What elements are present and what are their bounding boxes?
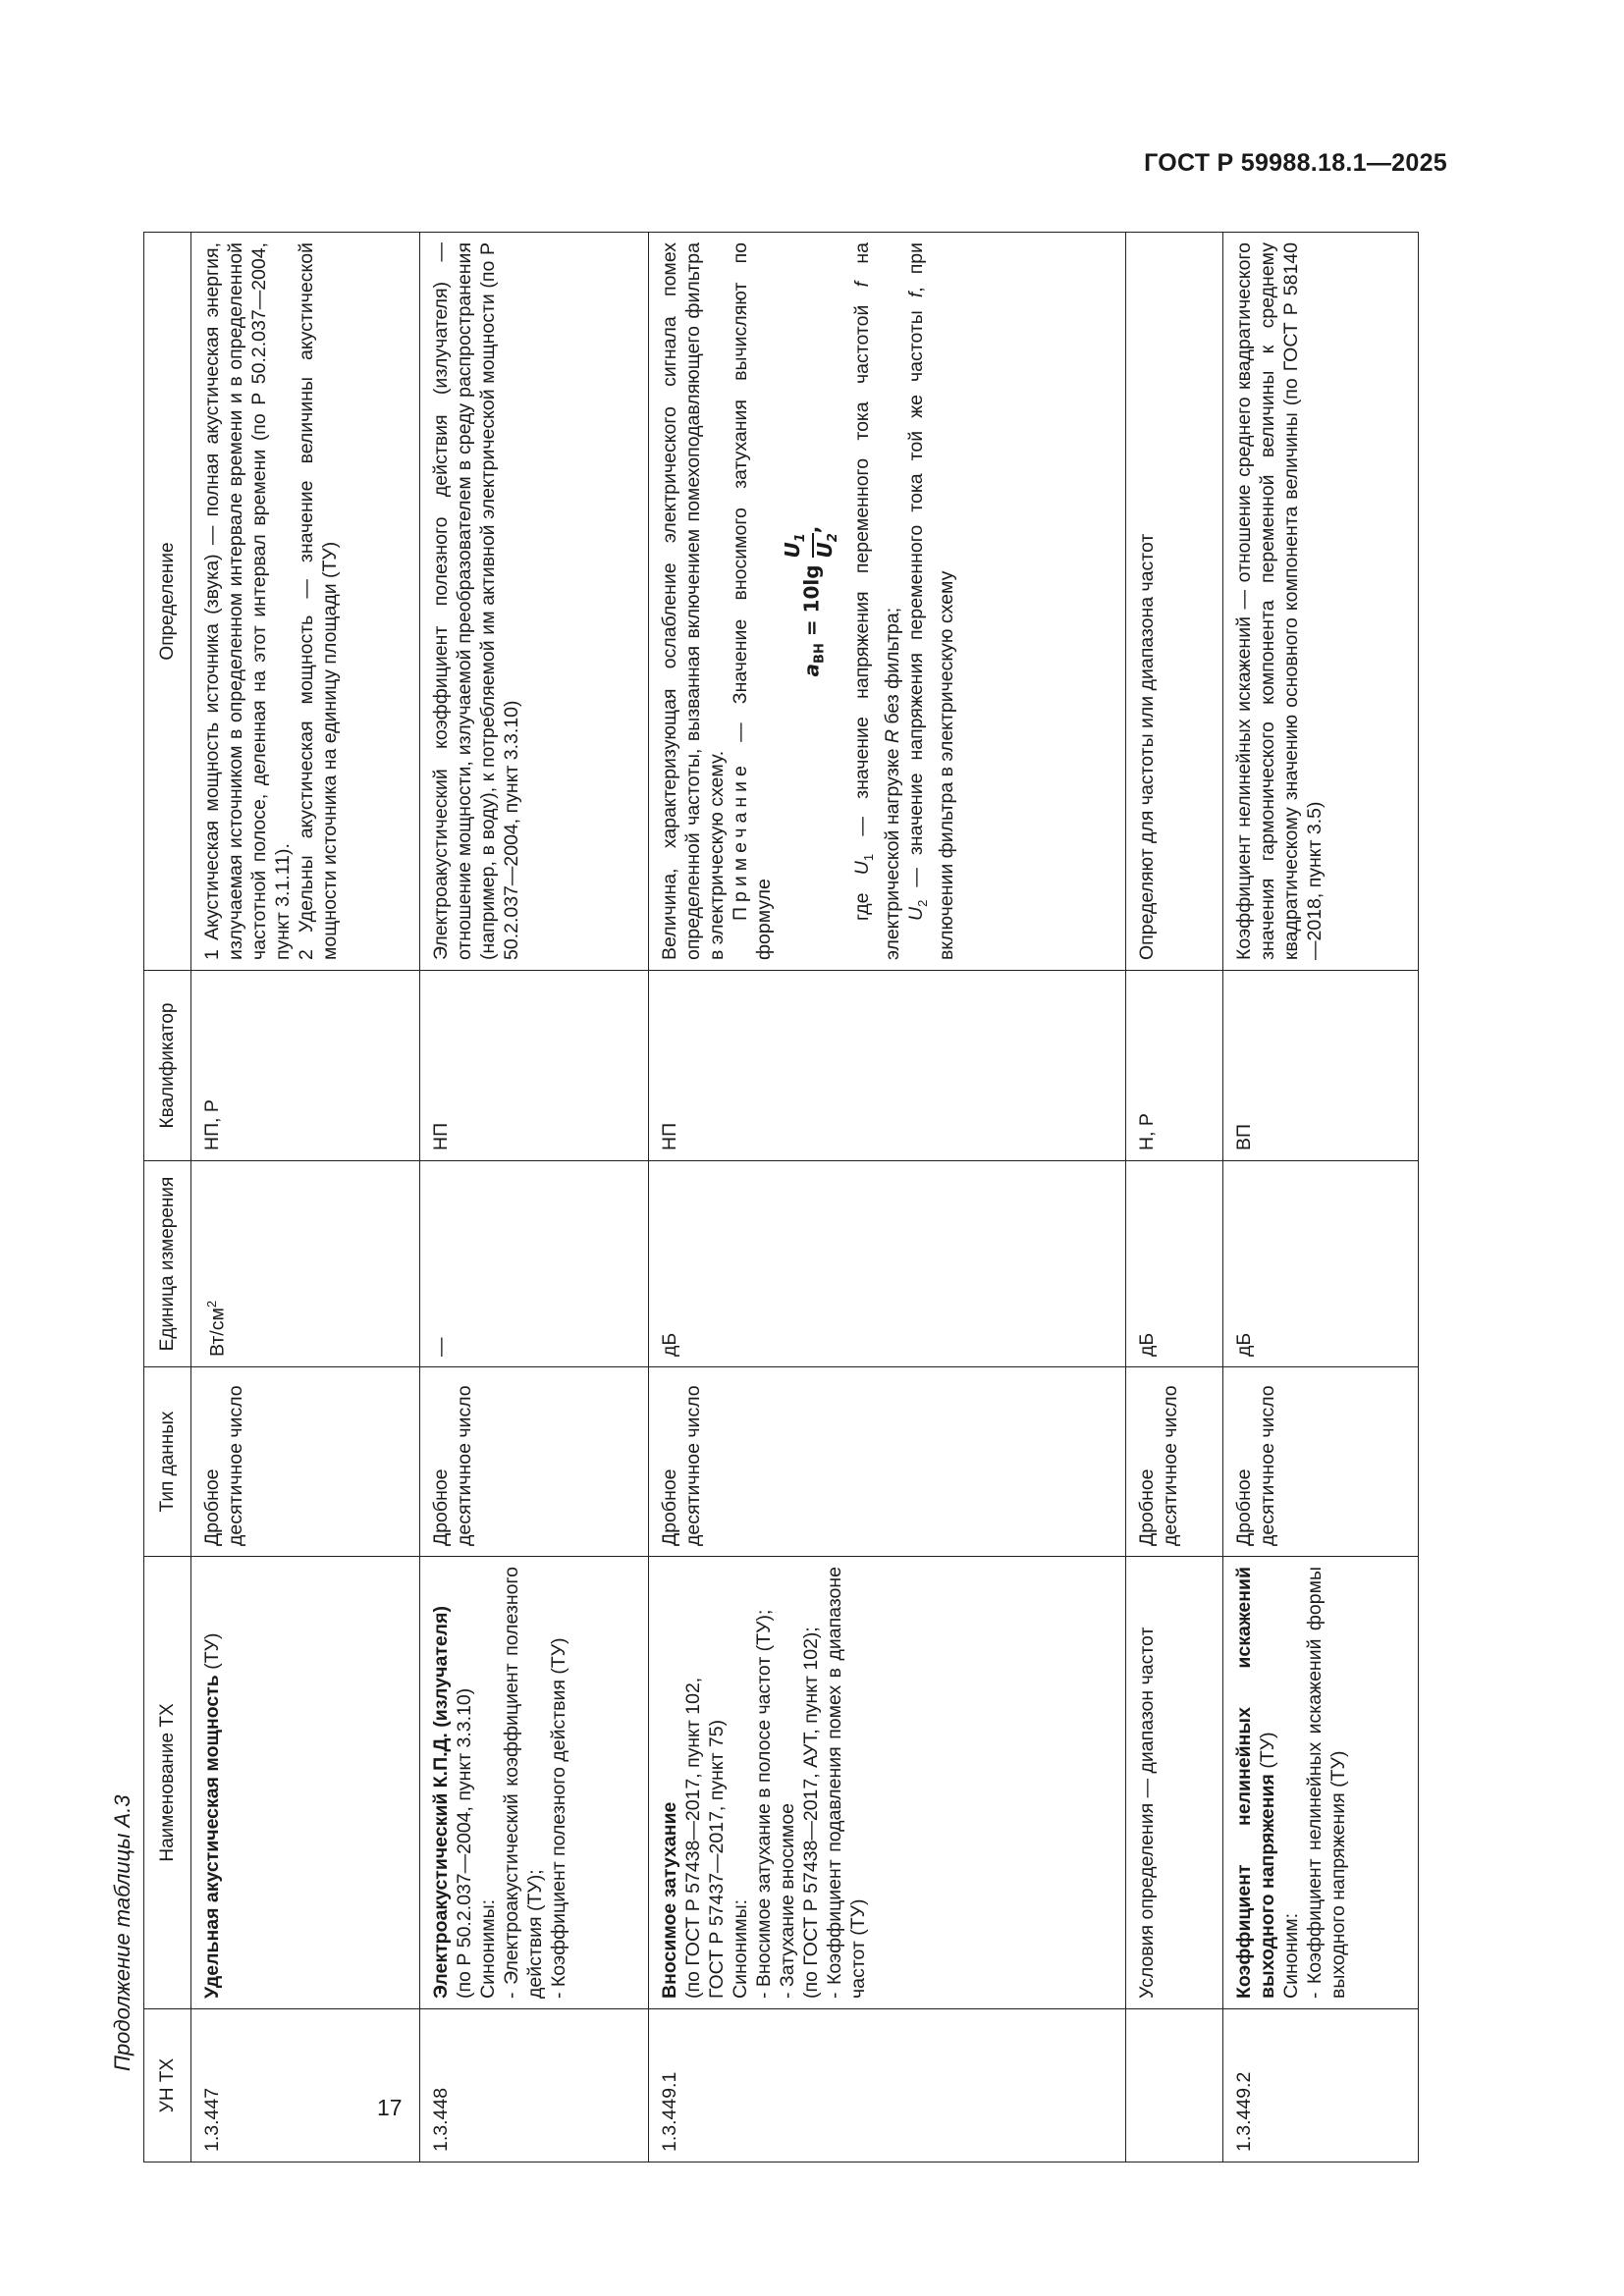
where-text: без фильтра;: [881, 607, 903, 730]
term-name: Коэффициент нелинейных искажений выходного напряжения: [1233, 1567, 1278, 1999]
cell-type: Дробное десятичное число: [420, 1367, 649, 1557]
column-header-unit: Единица измерения: [144, 1161, 191, 1367]
column-header-definition: Определение: [144, 233, 191, 971]
note-text: — Значение вносимого затухания вычисляют по формуле: [730, 242, 775, 960]
table-row: [191, 233, 420, 2163]
denominator-subscript: 2: [826, 533, 840, 543]
cell-definition: Коэффициент нелинейных искажений — отношение среднего квадратического значения гармонического компонента переменной величины к среднему квадратическому значению основного компонента величины (по ГОСТ Р 58140—2018, пункт 3.5): [1223, 233, 1419, 971]
synonym-item: - Электроакустический коэффициент полезного действия (ТУ);: [501, 1567, 546, 1999]
where-prefix: где: [851, 875, 873, 921]
cell-id: 1.3.447: [191, 2009, 420, 2163]
cell-unit: —: [420, 1161, 649, 1367]
synonym-item: - Коэффициент нелинейных искажений формы выходного напряжения (ТУ): [1304, 1567, 1349, 1999]
cell-qualifier: НП: [649, 971, 1126, 1161]
cell-unit: дБ: [1126, 1161, 1223, 1367]
term-reference: ГОСТ Р 57437—2017, пункт 75): [706, 1719, 728, 1999]
synonym-item: - Затухание вносимое: [777, 1802, 798, 1999]
cell-definition: [191, 233, 420, 971]
unit-exponent: 2: [204, 1300, 219, 1308]
formula-where-u1: [850, 242, 904, 960]
characteristics-table: [143, 232, 1419, 2163]
cell-unit: дБ: [1223, 1161, 1419, 1367]
cell-name: Условия определения — диапазон частот: [1126, 1557, 1223, 2009]
cell-definition: [649, 233, 1126, 971]
where-text: — значение напряжения переменного тока частотой: [851, 287, 873, 854]
cell-name: [649, 1557, 1126, 2009]
variable-subscript: 2: [914, 899, 930, 907]
table-row: [649, 233, 1126, 2163]
cell-definition: Электроакустический коэффициент полезного действия (излучателя) — отношение мощности, излучаемой преобразователем в среду распространения (например, в воду), к потребляемой им активной электрической мощности (по Р 50.2.037—2004, пункт 3.3.10): [420, 233, 649, 971]
synonym-item: - Коэффициент подавления помех в диапазоне частот (ТУ): [824, 1567, 869, 1999]
term-reference: (по ГОСТ Р 57438—2017, пункт 102,: [682, 1677, 704, 1999]
cell-id: 1.3.449.2: [1223, 2009, 1419, 2163]
variable-f: f: [851, 281, 873, 288]
cell-name: [191, 1557, 420, 2009]
cell-qualifier: НП, Р: [191, 971, 420, 1161]
formula-fraction: [782, 533, 844, 558]
column-header-name: Наименование ТХ: [144, 1557, 191, 2009]
term-name: Вносимое затухание: [659, 1801, 680, 1999]
cell-id: [1126, 2009, 1223, 2163]
variable-subscript: 1: [860, 853, 876, 862]
cell-qualifier: Н, Р: [1126, 971, 1223, 1161]
formula-numerator: [782, 533, 814, 558]
page-number: 17: [377, 2095, 403, 2120]
definition-part-2: 2 Удельны акустическая мощность — значение величины акустической мощности источника на единицу площади (ТУ): [296, 242, 341, 960]
where-text: , при включении фильтра в электрическую схему: [904, 242, 957, 960]
numerator-symbol: U: [781, 542, 804, 559]
table-row: [420, 233, 649, 2163]
denominator-symbol: U: [813, 542, 837, 559]
cell-unit: [191, 1161, 420, 1367]
numerator-subscript: 1: [793, 533, 808, 543]
cell-id: 1.3.448: [420, 2009, 649, 2163]
formula-equals: = 10lg: [799, 558, 824, 644]
cell-type: Дробное десятичное число: [1223, 1367, 1419, 1557]
insertion-loss-formula: [782, 242, 844, 960]
cell-type: Дробное десятичное число: [649, 1367, 1126, 1557]
column-header-type: Тип данных: [144, 1367, 191, 1557]
variable-u: U: [851, 861, 873, 876]
term-name-line: [1232, 1567, 1279, 1999]
formula-where-u2: [904, 242, 958, 960]
table-continuation-caption: Продолжение таблицы А.3: [110, 1794, 135, 2071]
variable-u: U: [904, 906, 927, 921]
term-source: (ТУ): [201, 1632, 223, 1676]
term-name: Удельная акустическая мощность: [201, 1675, 223, 1999]
definition-part-1: 1 Акустическая мощность источника (звука) — полная акустическая энергия, излучаемая источником в определенном интервале времени и в определенной частотной полосе, деленная на этот интервал времени (по Р 50.2.037—2004, пункт 3.1.11).: [201, 242, 294, 960]
synonyms-label: Синоним:: [1280, 1912, 1302, 1999]
variable-f: f: [904, 292, 927, 298]
table-row: [1223, 233, 1419, 2163]
synonyms-label: Синонимы:: [477, 1898, 499, 1999]
cell-qualifier: ВП: [1223, 971, 1419, 1161]
cell-type: Дробное десятичное число: [1126, 1367, 1223, 1557]
where-text: — значение напряжения переменного тока той же частоты: [904, 297, 927, 900]
formula-denominator: [814, 533, 844, 558]
term-reference: (по Р 50.2.037—2004, пункт 3.3.10): [454, 1687, 475, 1999]
cell-id: 1.3.449.1: [649, 2009, 1126, 2163]
table-header-row: [144, 233, 191, 2163]
formula-symbol: a: [799, 663, 824, 677]
unit-text: Вт/см: [206, 1308, 229, 1357]
synonyms-label: Синонимы:: [730, 1898, 751, 1999]
term-name: Электроакустический К.П.Д. (излучателя): [430, 1606, 452, 1999]
column-header-id: УН ТХ: [144, 2009, 191, 2163]
note: [729, 242, 776, 960]
cell-unit: дБ: [649, 1161, 1126, 1367]
cell-name: [1223, 1557, 1419, 2009]
rotated-table-frame: [143, 233, 1418, 2163]
cell-type: Дробное десятичное число: [191, 1367, 420, 1557]
synonym-item: - Вносимое затухание в полосе частот (ТУ);: [753, 1609, 775, 1999]
variable-r: R: [881, 729, 903, 744]
table-row: [1126, 233, 1223, 2163]
synonym-reference: (по ГОСТ Р 57438—2017, АУТ, пункт 102);: [800, 1627, 822, 1999]
cell-definition: Определяют для частоты или диапазона частот: [1126, 233, 1223, 971]
cell-name: [420, 1557, 649, 2009]
column-header-qualifier: Квалификатор: [144, 971, 191, 1161]
cell-qualifier: НП: [420, 971, 649, 1161]
where-text: на электрической нагрузке: [851, 242, 903, 960]
formula-comma: ,: [799, 525, 824, 534]
synonym-item: - Коэффициент полезного действия (ТУ): [548, 1637, 569, 1999]
document-id: ГОСТ Р 59988.18.1—2025: [1144, 149, 1447, 177]
formula-subscript: ВН: [812, 643, 828, 664]
definition-text: Величина, характеризующая ослабление электрического сигнала помех определенной частоты, вызванная включением помехоподавляющего фильтра в электрическую схему.: [659, 242, 728, 960]
term-source: (ТУ): [1257, 1732, 1278, 1775]
note-label: Примечание: [730, 761, 751, 921]
